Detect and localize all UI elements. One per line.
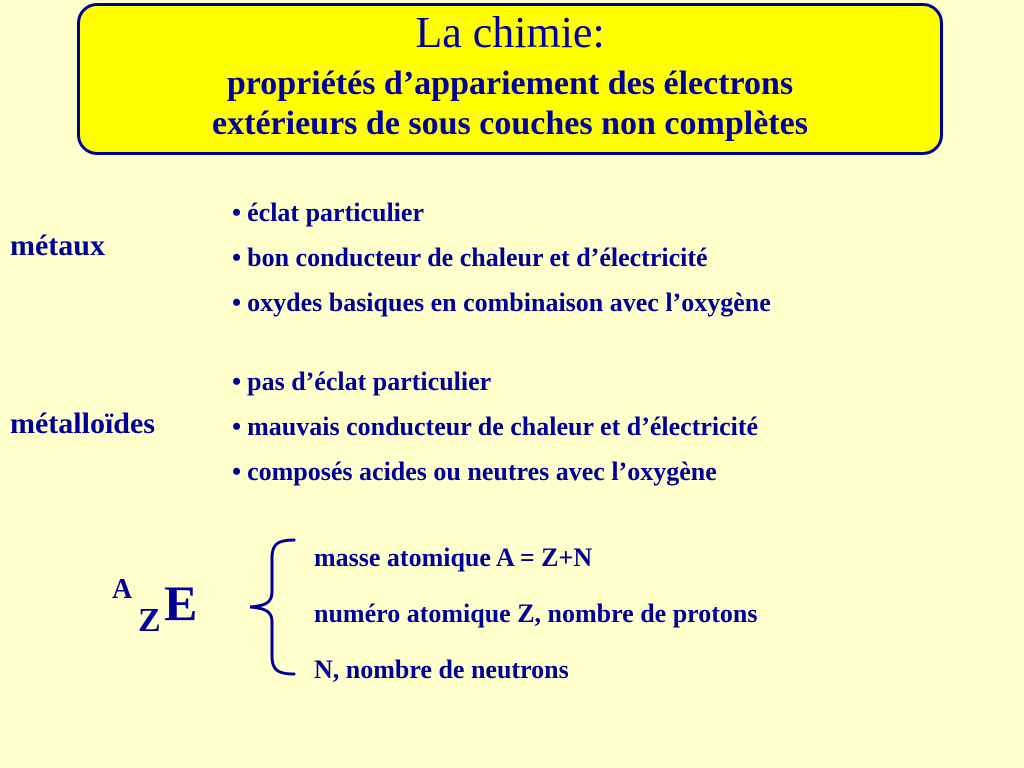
metalloides-label: métalloïdes [10,407,155,440]
list-item-text: éclat particulier [247,198,424,227]
list-item-text: bon conducteur de chaleur et d’électricité [247,243,708,272]
list-item-text: composés acides ou neutres avec l’oxygène [247,457,717,486]
mass-number-superscript: A [112,574,133,605]
list-item-text: mauvais conducteur de chaleur et d’électricité [247,412,759,441]
curly-brace-icon [240,536,300,678]
list-item [232,280,771,325]
subtitle-line-2: extérieurs de sous couches non complètes [212,105,808,142]
title-box [77,3,943,155]
list-item [232,449,758,494]
metaux-list [232,190,771,325]
bullet-dot: • [232,288,242,317]
metaux-label: métaux [10,229,105,262]
list-item [232,235,771,280]
notation-definitions [314,530,758,698]
element-symbol: E [164,575,198,631]
bullet-dot: • [232,243,242,272]
bullet-dot: • [232,412,242,441]
bullet-dot: • [232,457,242,486]
page-title: La chimie: [415,8,605,57]
bullet-dot: • [232,198,242,227]
list-item: numéro atomique Z, nombre de protons [314,599,758,628]
list-item: N, nombre de neutrons [314,655,569,684]
list-item [232,190,771,235]
list-item-text: pas d’éclat particulier [247,367,492,396]
atomic-number-subscript: Z [138,602,161,639]
bullet-dot: • [232,367,242,396]
list-item: masse atomique A = Z+N [314,543,593,572]
subtitle-line-1: propriétés d’appariement des électrons [226,65,794,102]
list-item [232,404,758,449]
metalloides-list [232,359,758,494]
list-item [232,359,758,404]
list-item-text: oxydes basiques en combinaison avec l’oxygène [247,288,771,317]
nuclide-symbol [112,568,222,648]
page-subtitle [80,64,940,144]
